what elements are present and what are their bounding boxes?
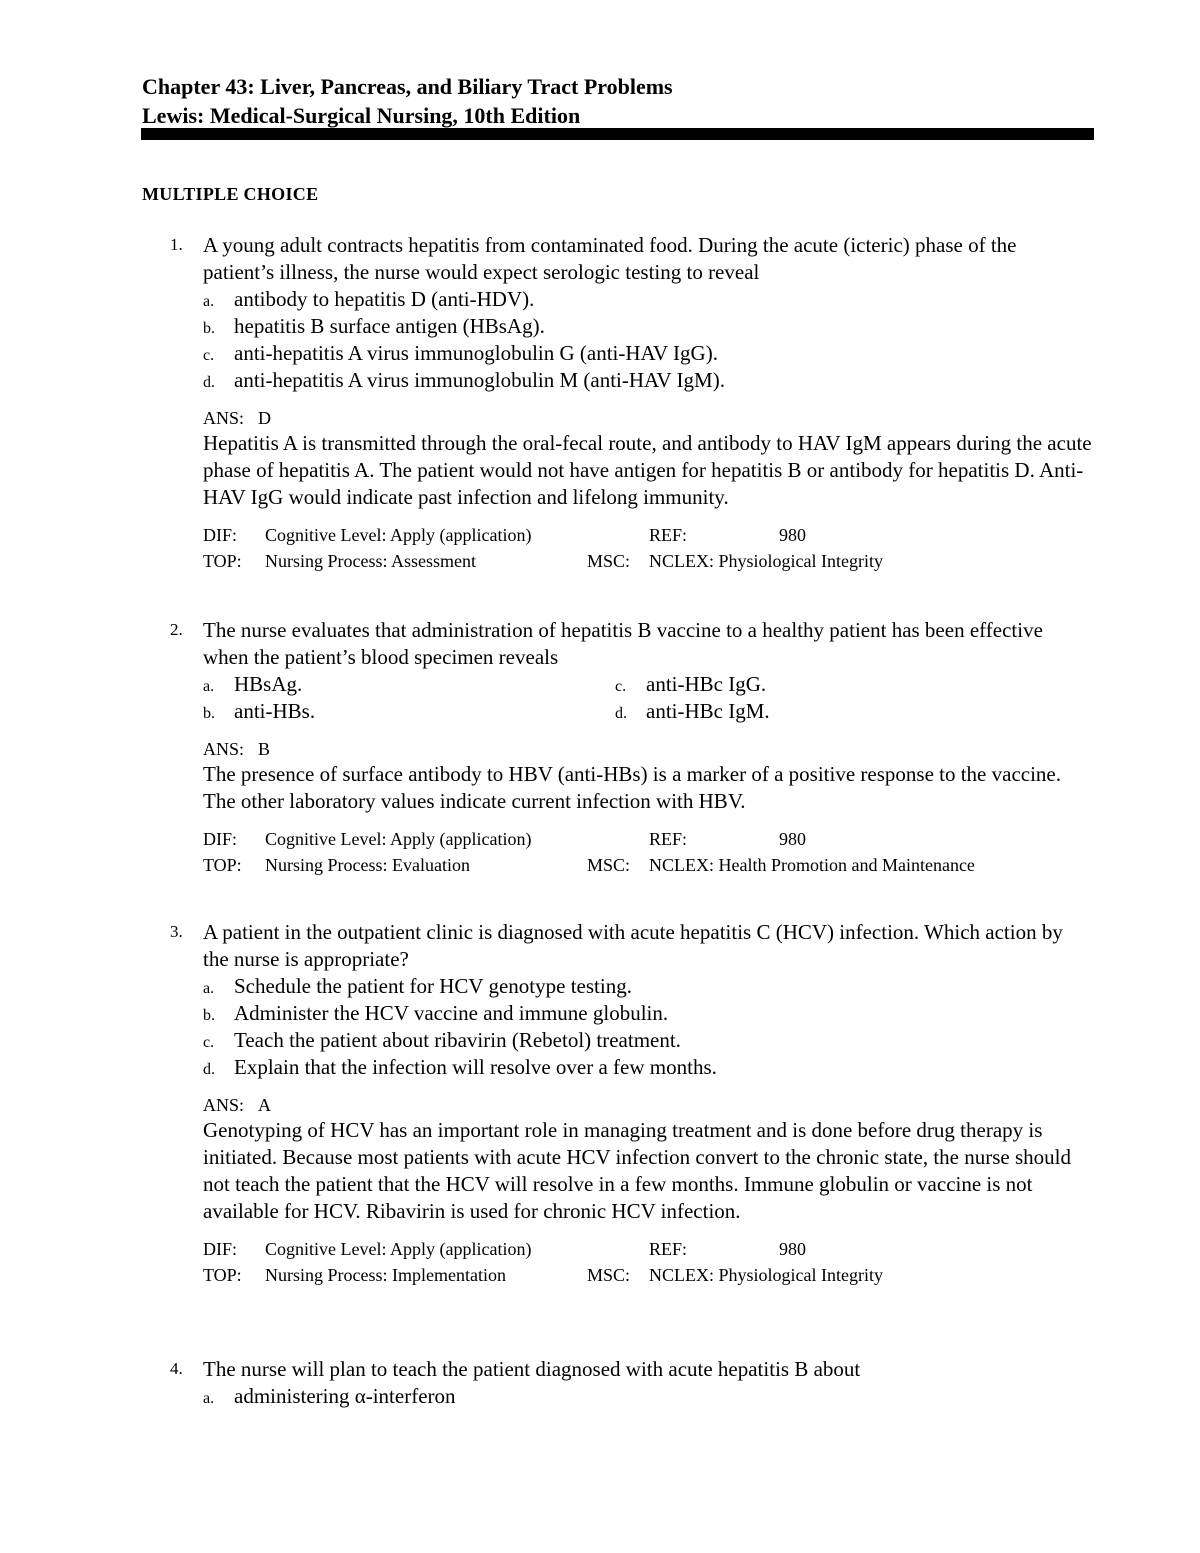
question-number: 1.	[170, 235, 183, 254]
option-grid	[203, 671, 1092, 725]
question-number: 3.	[170, 922, 183, 941]
option-letter: b.	[203, 705, 215, 722]
option-letter: c.	[615, 678, 627, 695]
question-4	[142, 1356, 1092, 1410]
top-value: Nursing Process: Implementation	[265, 1265, 506, 1285]
option-text: anti-HBs.	[234, 699, 316, 723]
option-letter: a.	[203, 980, 215, 997]
msc-value: NCLEX: Physiological Integrity	[649, 551, 883, 571]
answer-value: A	[258, 1095, 272, 1115]
question-3	[142, 919, 1092, 1289]
top-value: Nursing Process: Evaluation	[265, 855, 470, 875]
msc-label: MSC:	[587, 855, 631, 875]
answer-line	[203, 737, 1092, 761]
option-text: administering α-interferon	[234, 1384, 456, 1408]
option-text: hepatitis B surface antigen (HBsAg).	[234, 314, 545, 338]
question-number: 2.	[170, 620, 183, 639]
answer-value: D	[258, 408, 272, 428]
msc-label: MSC:	[587, 551, 631, 571]
rationale: Genotyping of HCV has an important role in managing treatment and is done before drug therapy is initiated. Because most patients with acute HCV infection convert to the chronic state, the nurse should not teach the patient that the HCV will resolve in a few months. Immune globulin or vaccine is not available for HCV. Ribavirin is used for chronic HCV infection.	[203, 1118, 1071, 1223]
option-text: Teach the patient about ribavirin (Rebetol) treatment.	[234, 1028, 681, 1052]
option-d	[203, 367, 1092, 394]
option-text: HBsAg.	[234, 672, 303, 696]
msc-value: NCLEX: Health Promotion and Maintenance	[649, 855, 975, 875]
option-b	[203, 1000, 1092, 1027]
dif-label: DIF:	[203, 525, 238, 545]
rationale: The presence of surface antibody to HBV (anti-HBs) is a marker of a positive response to the vaccine. The other laboratory values indicate current infection with HBV.	[203, 762, 1061, 813]
answer-value: B	[258, 739, 271, 759]
top-label: TOP:	[203, 1265, 242, 1285]
option-letter: b.	[203, 320, 215, 337]
question-metadata	[203, 525, 1092, 575]
option-letter: a.	[203, 293, 215, 310]
option-c	[203, 340, 1092, 367]
option-list	[203, 1383, 1092, 1410]
ref-label: REF:	[649, 1239, 688, 1259]
option-b	[203, 698, 315, 725]
option-text: anti-hepatitis A virus immunoglobulin G (anti-HAV IgG).	[234, 341, 718, 365]
question-stem: The nurse evaluates that administration of hepatitis B vaccine to a healthy patient has been effective when the patient’s blood specimen reveals	[203, 618, 1043, 669]
option-letter: c.	[203, 1034, 215, 1051]
answer-label: ANS:	[203, 408, 245, 428]
option-a	[203, 973, 1092, 1000]
header-rule	[141, 128, 1094, 140]
answer-label: ANS:	[203, 1095, 245, 1115]
option-letter: a.	[203, 1390, 215, 1407]
option-a	[203, 1383, 1092, 1410]
question-2	[142, 617, 1092, 879]
option-text: Explain that the infection will resolve over a few months.	[234, 1055, 717, 1079]
msc-label: MSC:	[587, 1265, 631, 1285]
question-1	[142, 232, 1092, 575]
option-letter: d.	[615, 705, 627, 722]
option-text: anti-hepatitis A virus immunoglobulin M (anti-HAV IgM).	[234, 368, 725, 392]
ref-label: REF:	[649, 829, 688, 849]
option-d	[203, 1054, 1092, 1081]
question-number: 4.	[170, 1359, 183, 1378]
option-letter: a.	[203, 678, 215, 695]
ref-value: 980	[779, 525, 806, 545]
option-text: Administer the HCV vaccine and immune globulin.	[234, 1001, 669, 1025]
dif-label: DIF:	[203, 1239, 238, 1259]
chapter-title: Chapter 43: Liver, Pancreas, and Biliary Tract Problems	[142, 74, 673, 99]
dif-value: Cognitive Level: Apply (application)	[265, 829, 532, 849]
ref-label: REF:	[649, 525, 688, 545]
option-a	[203, 286, 1092, 313]
answer-label: ANS:	[203, 739, 245, 759]
option-c	[615, 671, 766, 698]
top-label: TOP:	[203, 551, 242, 571]
top-value: Nursing Process: Assessment	[265, 551, 476, 571]
option-letter: d.	[203, 374, 215, 391]
option-text: anti-HBc IgG.	[646, 672, 767, 696]
option-letter: b.	[203, 1007, 215, 1024]
option-a	[203, 671, 302, 698]
question-metadata	[203, 1239, 1092, 1289]
option-d	[615, 698, 770, 725]
dif-value: Cognitive Level: Apply (application)	[265, 525, 532, 545]
question-stem: A patient in the outpatient clinic is diagnosed with acute hepatitis C (HCV) infection. Which action by the nurse is appropriate?	[203, 920, 1063, 971]
question-metadata	[203, 829, 1092, 879]
top-label: TOP:	[203, 855, 242, 875]
dif-label: DIF:	[203, 829, 238, 849]
rationale: Hepatitis A is transmitted through the oral-fecal route, and antibody to HAV IgM appears during the acute phase of hepatitis A. The patient would not have antigen for hepatitis B or antibody for hepatitis D. Anti-HAV IgG would indicate past infection and lifelong immunity.	[203, 431, 1092, 509]
section-title: MULTIPLE CHOICE	[142, 184, 319, 204]
ref-value: 980	[779, 829, 806, 849]
book-title: Lewis: Medical-Surgical Nursing, 10th Edition	[142, 103, 581, 128]
option-letter: c.	[203, 347, 215, 364]
answer-line	[203, 1093, 1092, 1117]
option-list	[203, 973, 1092, 1081]
option-text: antibody to hepatitis D (anti-HDV).	[234, 287, 535, 311]
option-c	[203, 1027, 1092, 1054]
question-stem: A young adult contracts hepatitis from contaminated food. During the acute (icteric) phase of the patient’s illness, the nurse would expect serologic testing to reveal	[203, 233, 1017, 284]
answer-line	[203, 406, 1092, 430]
msc-value: NCLEX: Physiological Integrity	[649, 1265, 883, 1285]
option-letter: d.	[203, 1061, 215, 1078]
dif-value: Cognitive Level: Apply (application)	[265, 1239, 532, 1259]
ref-value: 980	[779, 1239, 806, 1259]
option-list	[203, 286, 1092, 394]
question-stem: The nurse will plan to teach the patient diagnosed with acute hepatitis B about	[203, 1357, 861, 1381]
option-text: Schedule the patient for HCV genotype testing.	[234, 974, 632, 998]
option-b	[203, 313, 1092, 340]
option-text: anti-HBc IgM.	[646, 699, 770, 723]
